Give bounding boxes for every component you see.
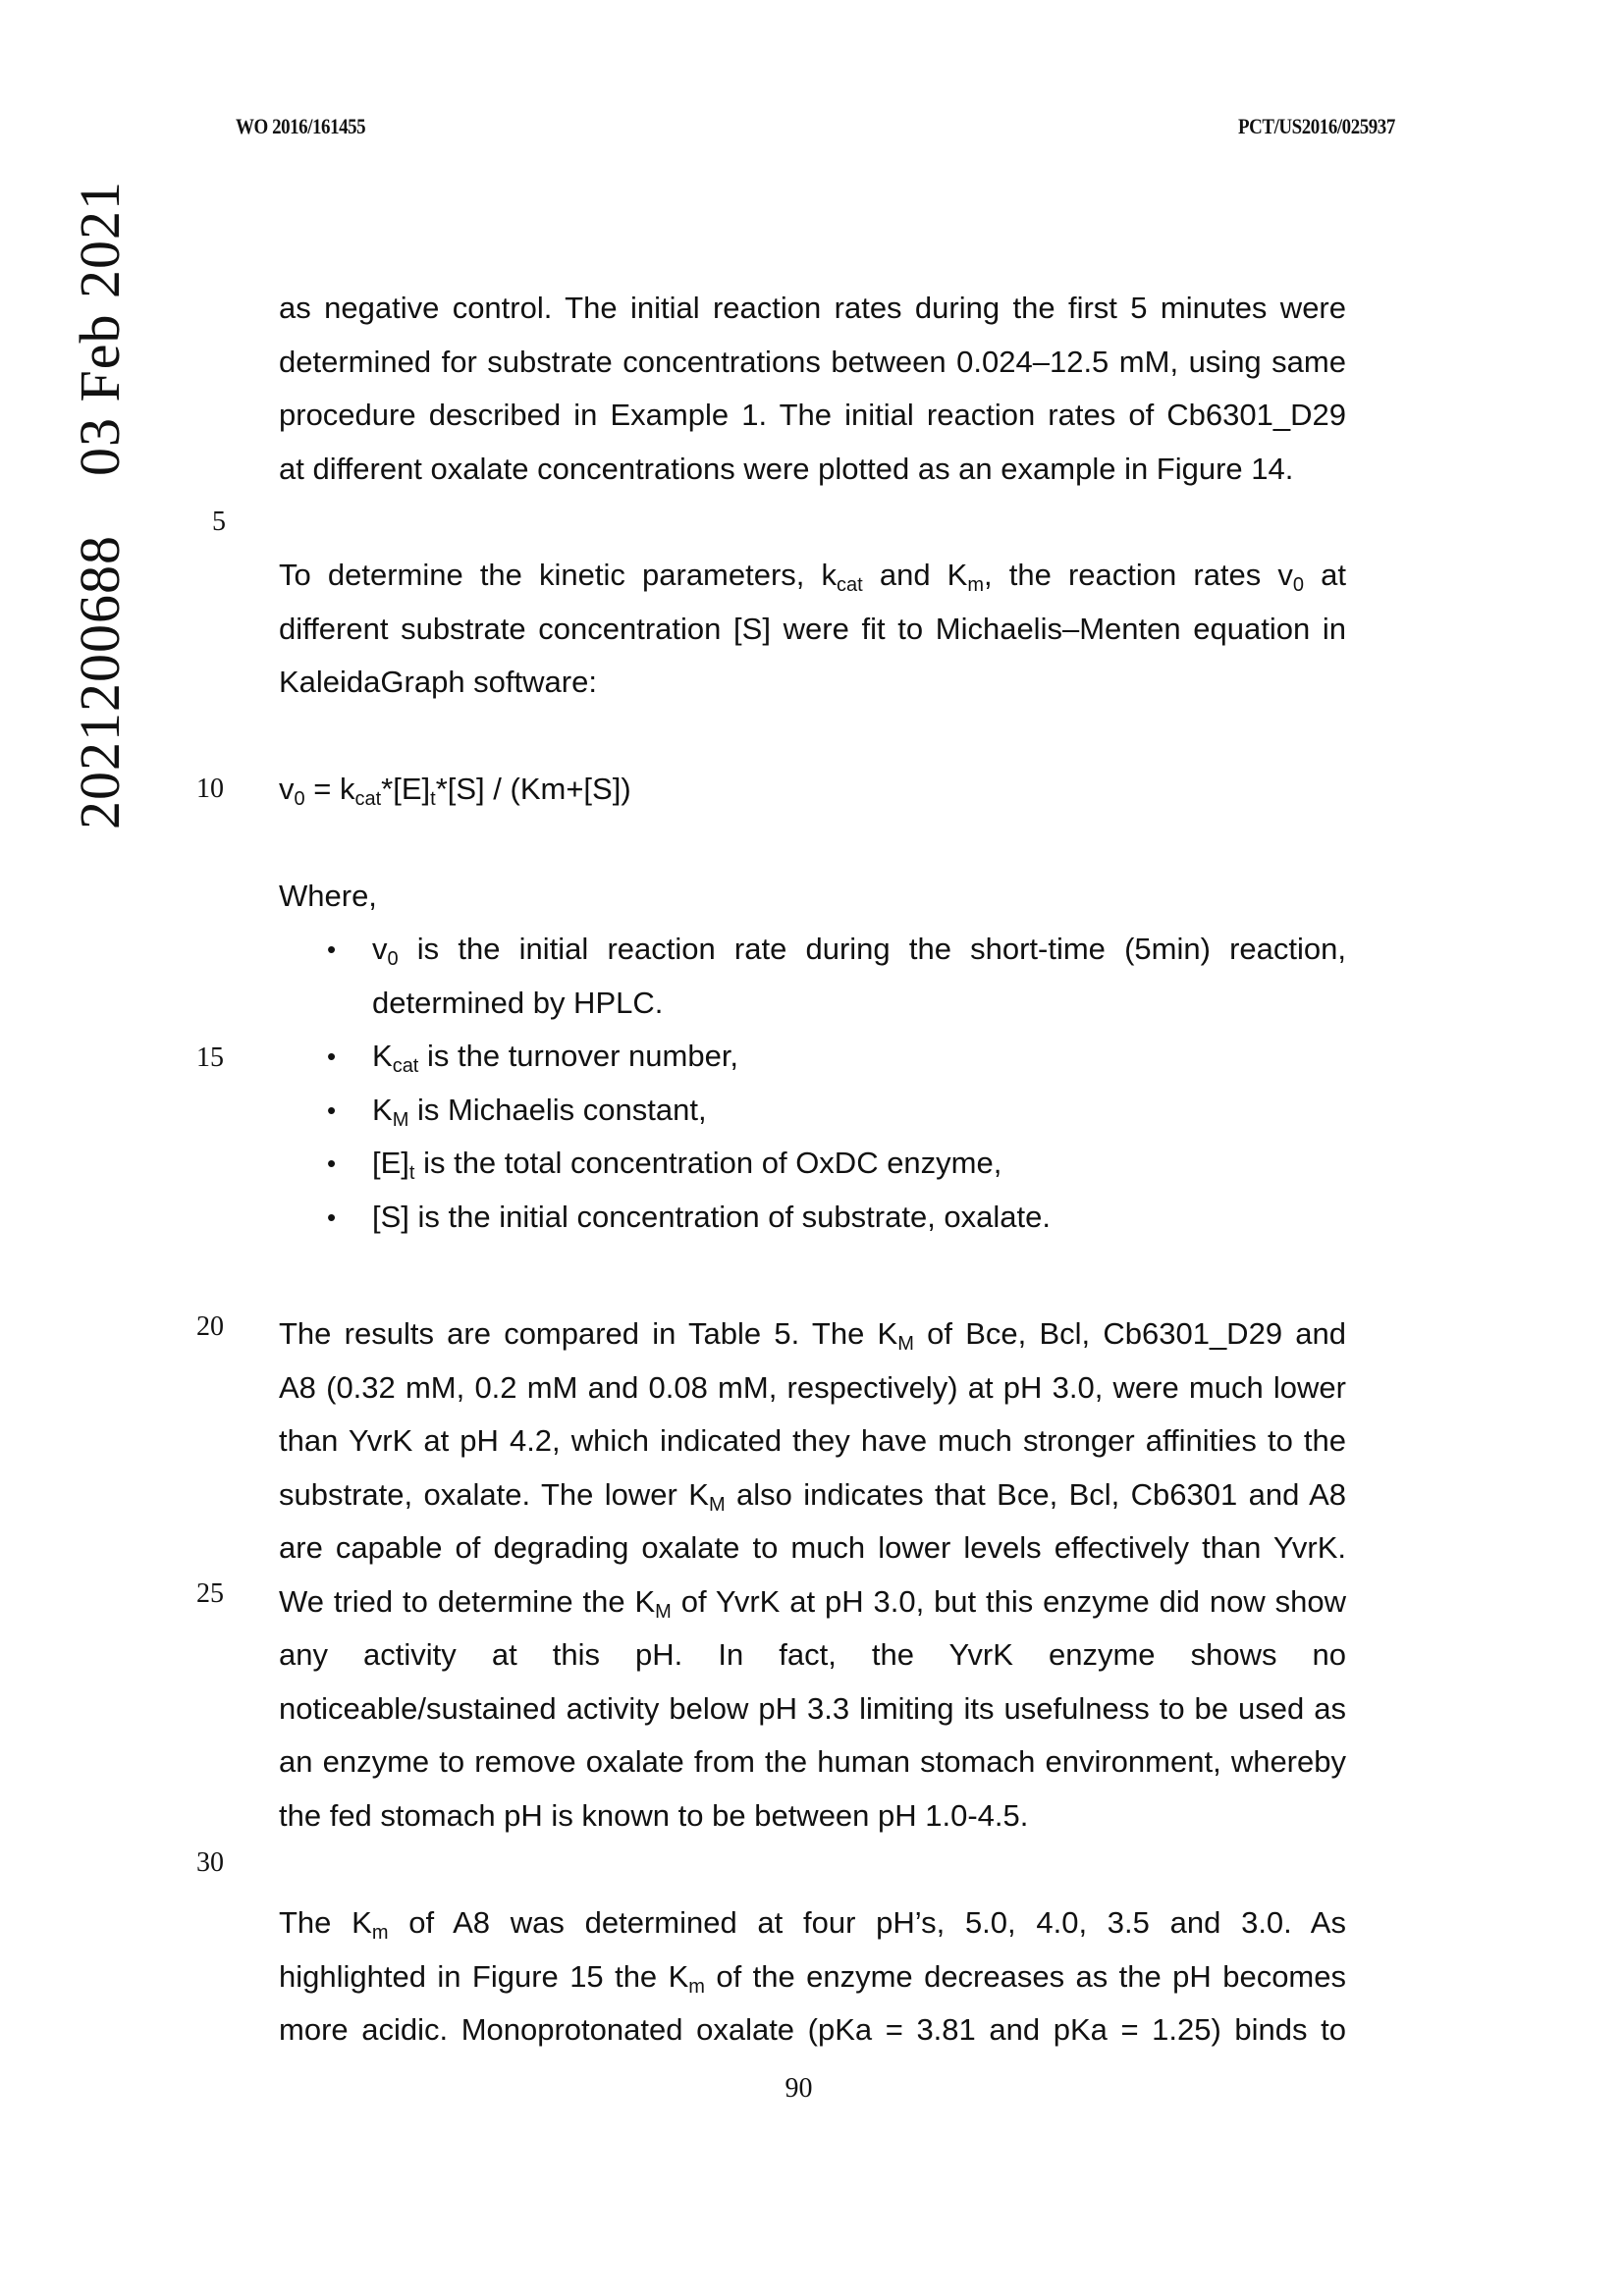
text-line: than YvrK at pH 4.2, which indicated they have much stronger affinities to the: [279, 1423, 1346, 1458]
text-line: The results are compared in Table 5. The $K_M$ of Bce, Bcl, Cb6301_D29 and: [279, 1316, 1346, 1355]
text-line: at different oxalate concentrations were plotted as an example in Figure 14.: [279, 451, 1294, 486]
side-document-number: 2021200688: [68, 535, 132, 829]
paragraph-a8-km-ph: [279, 1896, 1346, 2057]
text-line: A8 (0.32 mM, 0.2 mM and 0.08 mM, respectively) at pH 3.0, were much lower: [279, 1369, 1346, 1405]
line-number-5: 5: [212, 507, 226, 537]
text-line: any activity at this pH. In fact, the YvrK enzyme shows no: [279, 1637, 1346, 1672]
variable-definitions-list: [327, 923, 1346, 1244]
bullet-icon: •: [327, 1041, 337, 1071]
text-line: different substrate concentration [S] were fit to Michaelis–Menten equation in: [279, 611, 1346, 646]
publication-number: WO 2016/161455: [236, 114, 366, 138]
text-line: the fed stomach pH is known to be between pH 1.0-4.5.: [279, 1797, 1029, 1833]
application-number: PCT/US2016/025937: [1238, 114, 1395, 138]
text-line: more acidic. Monoprotonated oxalate (pKa = 3.81 and pKa = 1.25) binds to: [279, 2012, 1346, 2047]
text-line: The $K_m$ of A8 was determined at four pH’s, 5.0, 4.0, 3.5 and 3.0. As: [279, 1905, 1346, 1944]
side-stamp: [67, 181, 133, 829]
text-line: procedure described in Example 1. The initial reaction rates of Cb6301_D29: [279, 398, 1346, 432]
list-item: • [S] is the initial concentration of substrate, oxalate.: [327, 1191, 1346, 1245]
bullet-icon: •: [327, 1095, 337, 1125]
text-line: are capable of degrading oxalate to much lower levels effectively than YvrK.: [279, 1530, 1346, 1565]
text-line: determined for substrate concentrations between 0.024–12.5 mM, using same: [279, 344, 1346, 379]
bullet-icon: •: [327, 934, 337, 964]
line-number-30: 30: [196, 1847, 224, 1878]
text-line: noticeable/sustained activity below pH 3.3 limiting its usefulness to be used as: [279, 1690, 1346, 1726]
line-number-10: 10: [196, 774, 224, 804]
text-line: highlighted in Figure 15 the $K_m$ of the enzyme decreases as the pH becomes: [279, 1958, 1346, 1998]
line-number-20: 20: [196, 1311, 224, 1342]
bullet-icon: •: [327, 1148, 337, 1178]
text-line: as negative control. The initial reaction rates during the first 5 minutes were: [279, 291, 1346, 325]
text-line: We tried to determine the $K_M$ of YvrK at pH 3.0, but this enzyme did now show: [279, 1583, 1346, 1623]
list-item: • $v_0$ is the initial reaction rate during the short-time (5min) reaction, determined by HPLC.: [327, 923, 1346, 1030]
line-number-15: 15: [196, 1042, 224, 1073]
paragraph-negative-control: [279, 282, 1346, 496]
michaelis-menten-equation: $v_0 = k_{cat}*[E]_t*[S] / (Km+[S])$: [279, 772, 631, 810]
where-label: Where,: [279, 879, 377, 913]
text-line: substrate, oxalate. The lower $K_M$ also indicates that Bce, Bcl, Cb6301 and A8: [279, 1476, 1346, 1516]
line-number-25: 25: [196, 1578, 224, 1609]
page-number: 90: [784, 2073, 813, 2104]
list-item: • $[E]_t$ is the total concentration of OxDC enzyme,: [327, 1137, 1346, 1191]
text-line: KaleidaGraph software:: [279, 665, 597, 699]
paragraph-kinetic-parameters: [279, 549, 1346, 710]
paragraph-results-comparison: [279, 1308, 1346, 1842]
bullet-icon: •: [327, 1201, 337, 1232]
list-item: • $K_{cat}$ is the turnover number,: [327, 1030, 1346, 1084]
text-line: an enzyme to remove oxalate from the human stomach environment, whereby: [279, 1744, 1346, 1779]
side-date: 03 Feb 2021: [68, 181, 132, 476]
list-item: • $K_M$ is Michaelis constant,: [327, 1084, 1346, 1138]
text-line: To determine the kinetic parameters, $k_{cat}$ and $K_m$, the reaction rates $v_0$ at: [279, 558, 1346, 596]
